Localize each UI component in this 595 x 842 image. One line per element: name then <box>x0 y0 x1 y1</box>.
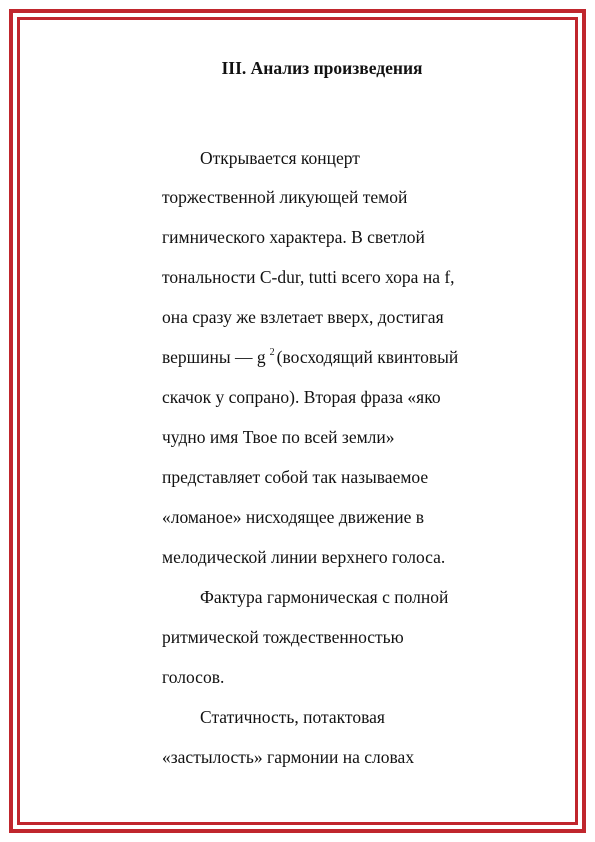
paragraph-line: голосов. <box>162 667 225 687</box>
paragraph-line <box>162 345 458 373</box>
section-title: III. Анализ произведения <box>221 58 423 78</box>
paragraph-line: тональности C-dur, tutti всего хора на f, <box>162 267 455 287</box>
paragraph-line: представляет собой так называемое <box>162 467 429 487</box>
paragraph-line: скачок у сопрано). Вторая фраза «яко <box>162 387 441 407</box>
paragraph-line: «ломаное» нисходящее движение в <box>162 507 425 527</box>
paragraph-line: чудно имя Твое по всей земли» <box>162 427 395 447</box>
superscript-octave: 2 <box>269 347 275 358</box>
paragraph-line: Открывается концерт <box>200 148 360 168</box>
paragraph-line: Статичность, потактовая <box>200 707 385 727</box>
paragraph-line: Фактура гармоническая с полной <box>200 587 449 607</box>
text-fragment: (восходящий квинтовый <box>276 347 459 367</box>
paragraph-line: она сразу же взлетает вверх, достигая <box>162 307 444 327</box>
text-fragment: вершины — g <box>162 347 266 367</box>
paragraph-line: «застылость» гармонии на словах <box>162 747 415 767</box>
paragraph-line: ритмической тождественностью <box>162 627 404 647</box>
paragraph-line: торжественной ликующей темой <box>162 187 408 207</box>
page-border-inner <box>17 17 578 825</box>
paragraph-line: мелодической линии верхнего голоса. <box>162 547 446 567</box>
paragraph-line: гимнического характера. В светлой <box>162 227 425 247</box>
